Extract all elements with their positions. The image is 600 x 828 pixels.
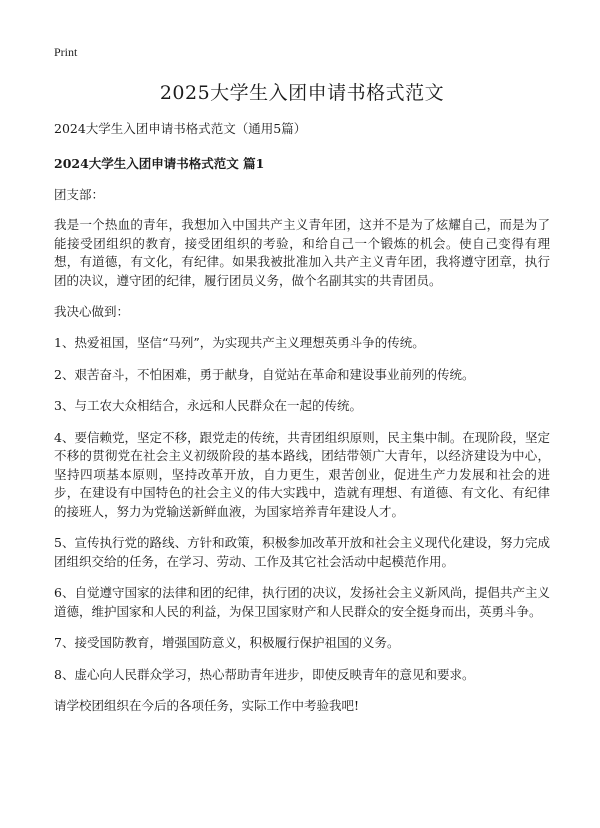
point-item: 2、艰苦奋斗，不怕困难，勇于献身，自觉站在革命和建设事业前列的传统。 [54,366,475,382]
point-item: 7、接受国防教育，增强国防意义，积极履行保护祖国的义务。 [54,635,400,650]
closing-paragraph: 请学校团组织在今后的各项任务，实际工作中考验我吧! [54,698,360,713]
point-item: 6、自觉遵守国家的法律和团的纪律，执行团的决议，发扬社会主义新风尚，提倡共产主义道德，维护国家和人民的利益，为保卫国家财产和人民群众的安全挺身而出，英勇斗争。 [54,585,550,619]
point-item: 4、要信赖党，坚定不移，跟党走的传统，共青团组织原则，民主集中制。在现阶段，坚定不移的贯彻党在社会主义初级阶段的基本路线，团结带领广大青年，以经济建设为中心，坚持四项基本原则，坚持改革开放，自力更生，艰苦创业，促进生产力发展和社会的进步，在建设有中国特色的社会主义的伟大实践中，造就有理想、有道德、有文化、有纪律的接班人，努力为党输送新鲜血液，为国家培养青年建设人才。 [54,429,550,519]
resolve-lead: 我决心做到： [54,303,130,319]
point-item: 5、宣传执行党的路线、方针和政策，积极参加改革开放和社会主义现代化建设，努力完成团组织交给的任务，在学习、劳动、工作及其它社会活动中起模范作用。 [54,535,550,569]
point-item: 3、与工农大众相结合，永远和人民群众在一起的传统。 [54,398,362,413]
print-link[interactable]: Print [54,45,78,59]
salutation: 团支部： [54,187,105,202]
document-title: 2025大学生入团申请书格式范文 [159,82,445,104]
document-subtitle: 2024大学生入团申请书格式范文（通用5篇） [54,121,307,136]
intro-paragraph: 我是一个热血的青年，我想加入中国共产主义青年团，这并不是为了炫耀自己，而是为了能接受团组织的教育，接受团组织的考验，和给自己一个锻炼的机会。使自己变得有理想，有道德，有文化，有纪律。如果我被批准加入共产主义青年团，我将遵守团章，执行团的决议，遵守团的纪律，履行团员义务，做个名副其实的共青团员。 [54,217,550,288]
point-item: 1、热爱祖国，坚信“马列”，为实现共产主义理想英勇斗争的传统。 [54,335,425,350]
point-item: 8、虚心向人民群众学习，热心帮助青年进步，即使反映青年的意见和要求。 [54,666,475,682]
section-heading: 2024大学生入团申请书格式范文 篇1 [54,156,265,171]
